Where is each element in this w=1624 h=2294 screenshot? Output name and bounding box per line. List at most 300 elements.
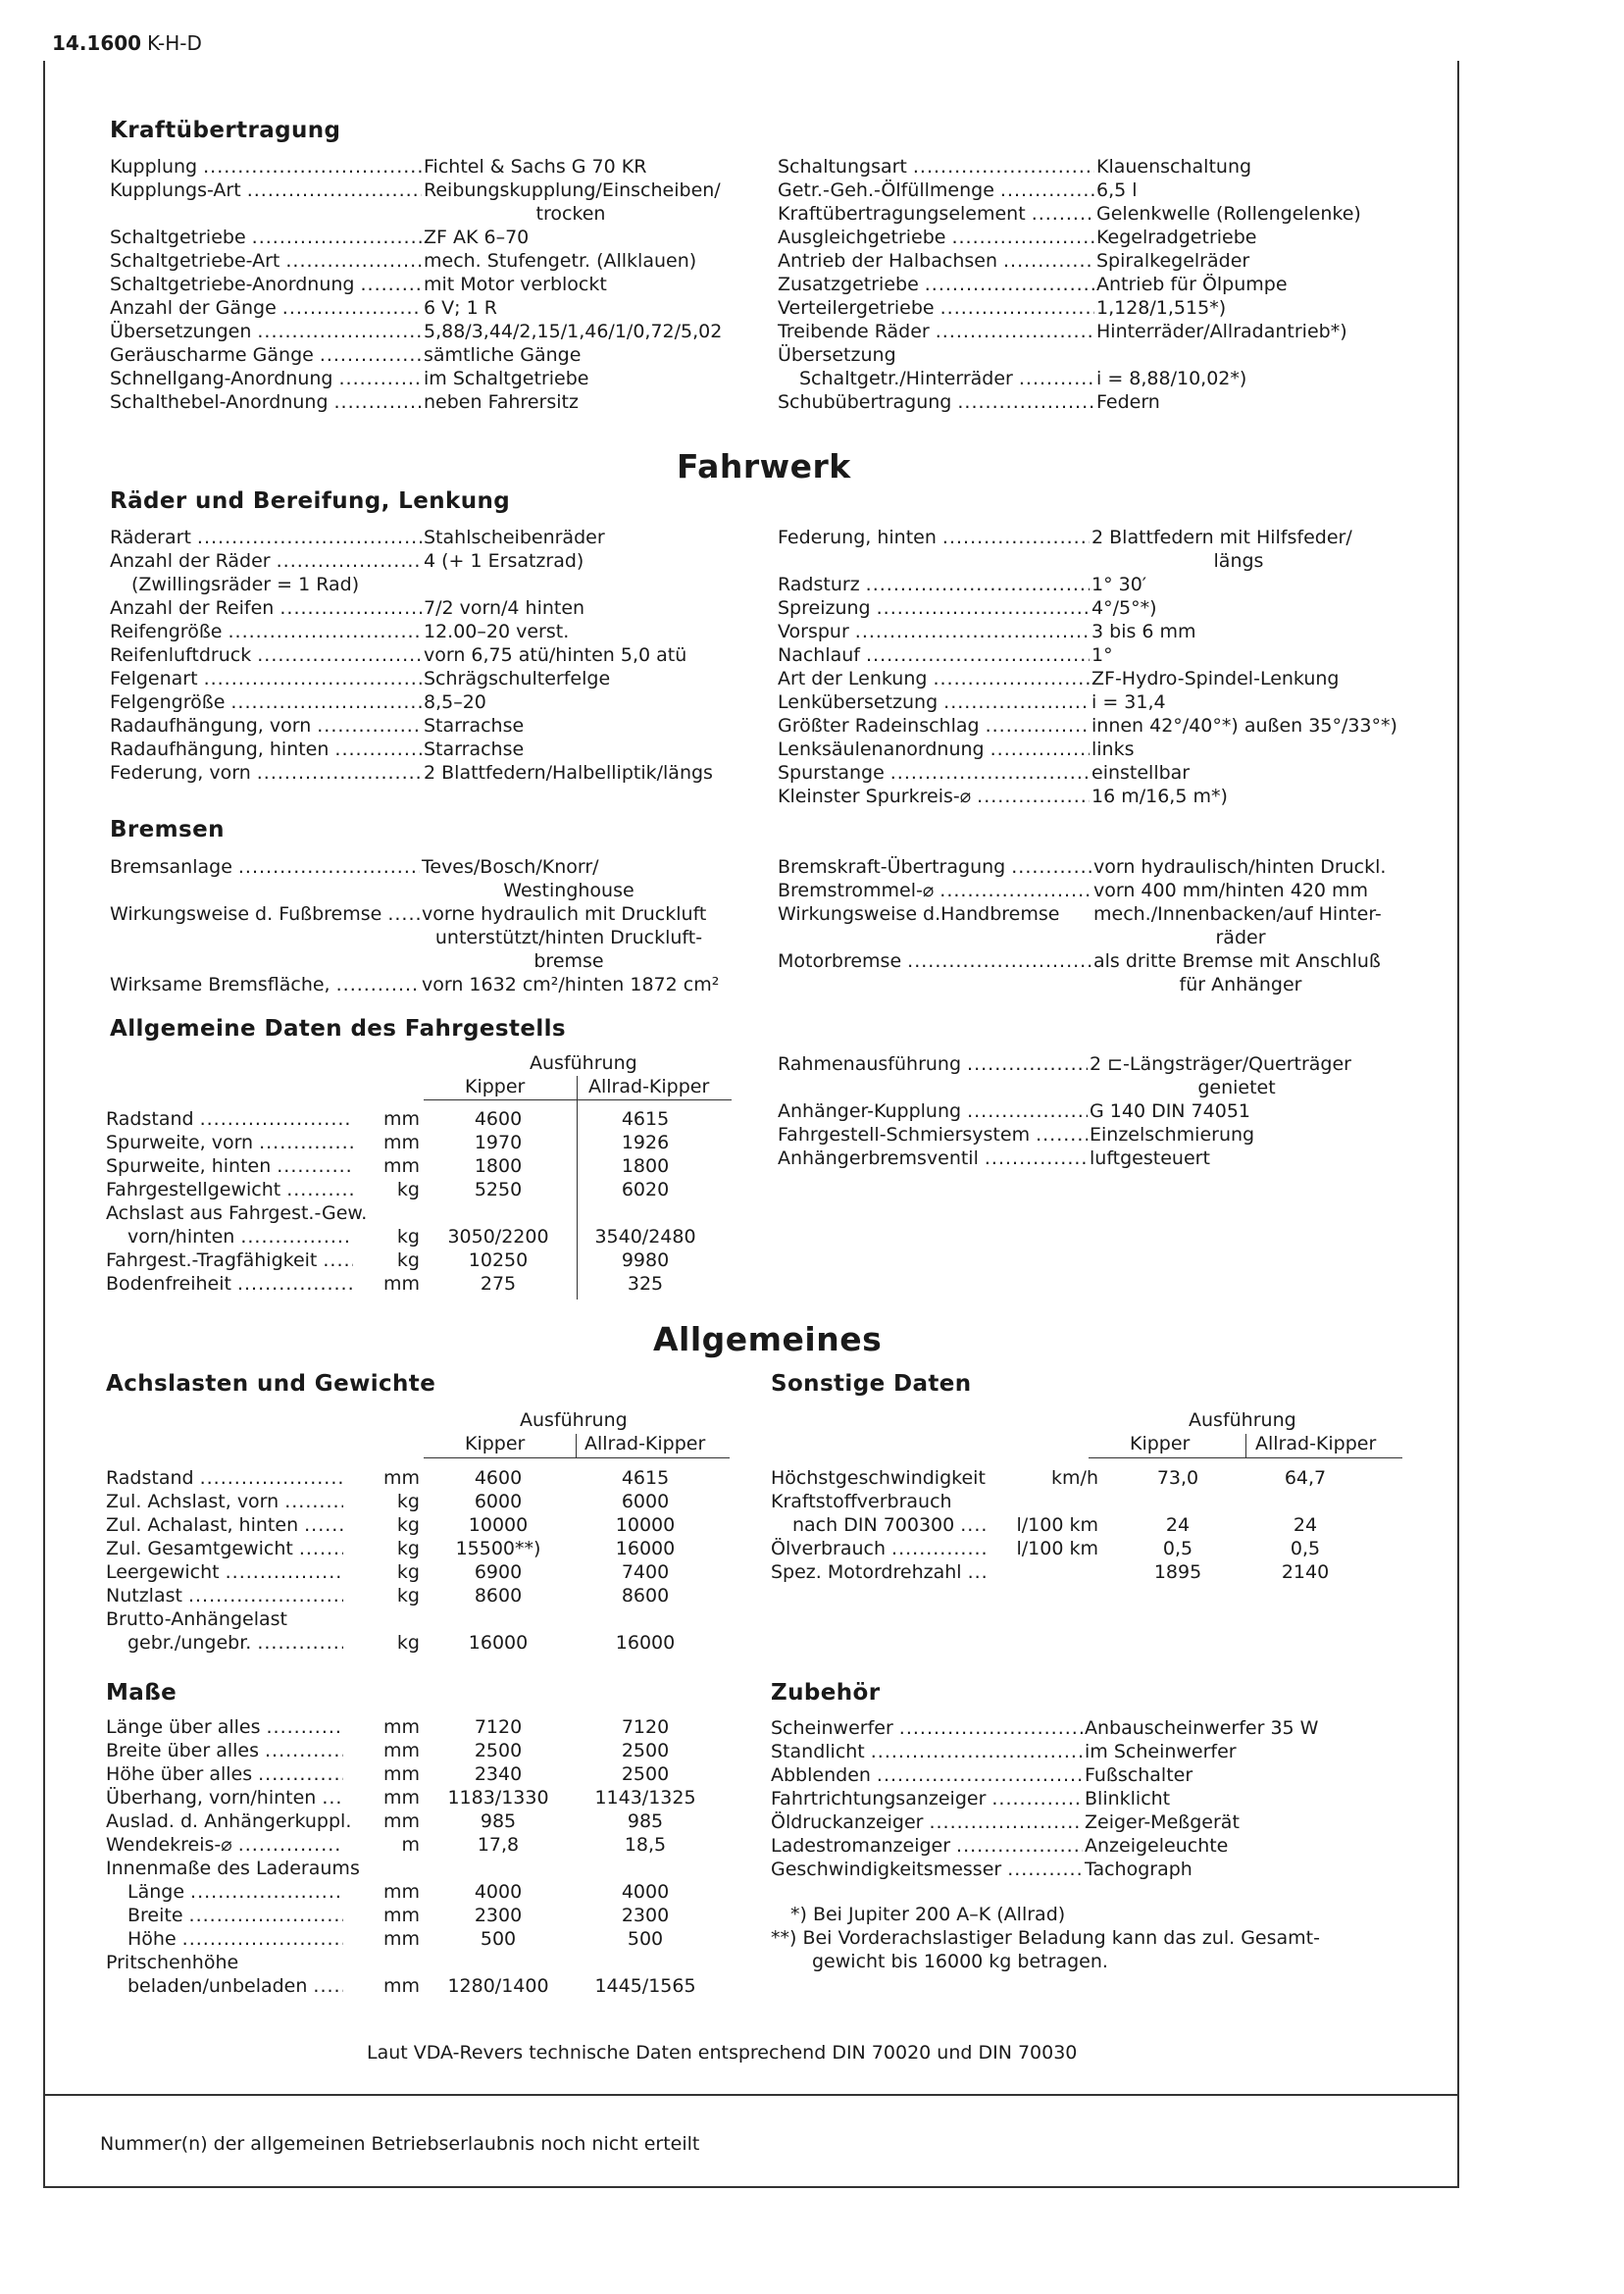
row-label: Auslad. d. Anhängerkuppl. (106, 1810, 352, 1832)
leader-dots (279, 249, 422, 273)
spec-value: 6,5 l (1096, 179, 1138, 201)
table-row (106, 1467, 734, 1491)
spec-label: Schaltgetriebe-Anordnung (110, 274, 355, 295)
leader-dots (1001, 1858, 1083, 1881)
value-allrad-kipper: 7120 (621, 1716, 670, 1738)
row-label: Länge (127, 1881, 185, 1903)
spec-row (110, 549, 737, 573)
spec-value-continued: bremse (533, 950, 604, 972)
value-kipper: 7120 (474, 1716, 523, 1738)
value-allrad-kipper: 325 (627, 1273, 664, 1295)
spec-value: 1° (1091, 644, 1113, 666)
spec-label: Spreizung (778, 597, 871, 619)
row-unit: m (401, 1834, 420, 1856)
spec-label: Schalthebel-Anordnung (110, 391, 329, 413)
spec-label: Geschwindigkeitsmesser (771, 1859, 1002, 1880)
spec-value: 2 Blattfedern/Halbelliptik/längs (424, 762, 713, 784)
spec-label: Schnellgang-Anordnung (110, 368, 333, 389)
leader-dots (271, 1155, 353, 1177)
leader-dots (1005, 855, 1091, 879)
spec-value: sämtliche Gänge (424, 344, 582, 366)
spec-value: Klauenschaltung (1096, 156, 1252, 178)
table-row (106, 1952, 734, 1975)
table-header-rule-3 (1089, 1457, 1402, 1458)
spec-row-continued (778, 973, 1405, 996)
ausfuehrung-header-3: Ausführung (1189, 1409, 1296, 1431)
leader-dots (354, 273, 422, 296)
spec-value: 2 ⊏-Längsträger/Querträger (1090, 1053, 1351, 1075)
spec-row (110, 343, 737, 367)
value-allrad-kipper: 18,5 (624, 1834, 667, 1856)
value-kipper: 4600 (474, 1467, 523, 1489)
leader-dots (945, 226, 1094, 249)
spec-label: Getr.-Geh.-Ölfüllmenge (778, 179, 994, 201)
value-kipper: 500 (480, 1928, 517, 1950)
leader-dots (980, 714, 1090, 738)
row-unit: kg (396, 1491, 420, 1512)
row-label: Pritschenhöhe (106, 1952, 239, 1973)
section-title-kraftuebertragung: Kraftübertragung (110, 118, 341, 143)
spec-value: i = 8,88/10,02*) (1096, 368, 1247, 389)
spec-label: Anzahl der Gänge (110, 297, 277, 319)
leader-dots (194, 1108, 353, 1130)
spec-row (771, 1858, 1398, 1881)
spec-label: Bremsanlage (110, 856, 232, 878)
table-row (106, 1905, 734, 1928)
table-row (771, 1514, 1408, 1538)
leader-dots (885, 761, 1090, 785)
spec-row (778, 155, 1405, 178)
spec-value: vorn hydraulisch/hinten Druckl. (1093, 856, 1387, 878)
spec-row (778, 785, 1405, 808)
table-row (106, 1249, 734, 1273)
value-kipper: 2500 (474, 1740, 523, 1761)
spec-row (778, 714, 1405, 738)
spec-row (110, 596, 737, 620)
spec-row (110, 667, 737, 690)
spec-value: vorn 6,75 atü/hinten 5,0 atü (424, 644, 687, 666)
value-kipper: 15500**) (455, 1538, 541, 1559)
value-allrad-kipper: 1445/1565 (594, 1975, 696, 1997)
value-kipper: 1800 (474, 1155, 523, 1177)
leader-dots (183, 1905, 343, 1926)
spec-label: Kraftübertragungselement (778, 203, 1026, 225)
leader-dots (194, 1467, 343, 1489)
spec-row-continued (778, 549, 1405, 573)
kraft-spec-right (778, 155, 1405, 414)
spec-value: Zeiger-Meßgerät (1085, 1811, 1240, 1833)
table-row (106, 1787, 734, 1810)
spec-value: 7/2 vorn/4 hinten (424, 597, 585, 619)
spec-value: neben Fahrersitz (424, 391, 579, 413)
leader-dots (274, 596, 422, 620)
spec-row (778, 902, 1405, 926)
value-allrad-kipper: 500 (627, 1928, 664, 1950)
spec-value: 8,5–20 (424, 691, 486, 713)
section-title-allgemeines: Allgemeines (653, 1320, 883, 1358)
value-kipper: 8600 (474, 1585, 523, 1606)
row-label: Überhang, vorn/hinten (106, 1787, 317, 1809)
value-allrad-kipper: 24 (1293, 1514, 1318, 1536)
spec-label: Scheinwerfer (771, 1717, 893, 1739)
leader-dots (934, 879, 1091, 902)
bremsen-spec-left (110, 855, 737, 996)
leader-dots (871, 1763, 1083, 1787)
spec-row (771, 1763, 1398, 1787)
spec-value: vorn 1632 cm²/hinten 1872 cm² (422, 974, 720, 995)
spec-value: 12.00–20 verst. (424, 621, 570, 642)
row-label: Spurweite, vorn (106, 1132, 254, 1153)
spec-label: Übersetzungen (110, 321, 252, 342)
row-unit: l/100 km (1016, 1538, 1098, 1559)
leader-dots (849, 620, 1090, 643)
table-row (106, 1155, 734, 1179)
spec-value: vorn 400 mm/hinten 420 mm (1093, 880, 1369, 901)
leader-dots (271, 549, 422, 573)
spec-label: Federung, vorn (110, 762, 251, 784)
spec-value: 1° 30′ (1091, 574, 1147, 595)
leader-dots (935, 296, 1094, 320)
spec-label: Felgenart (110, 668, 198, 689)
spec-value-continued: für Anhänger (1179, 974, 1302, 995)
spec-label: Größter Radeinschlag (778, 715, 980, 737)
leader-dots (261, 1716, 344, 1738)
leader-dots (381, 902, 420, 926)
spec-row (778, 620, 1405, 643)
row-label: Zul. Achalast, hinten (106, 1514, 299, 1536)
spec-value: Gelenkwelle (Rollengelenke) (1096, 203, 1361, 225)
leader-dots (950, 1834, 1083, 1858)
row-label: Höhe (127, 1928, 177, 1950)
value-kipper: 10000 (468, 1514, 529, 1536)
table-row (106, 1608, 734, 1632)
row-label: Spez. Motordrehzahl (771, 1561, 962, 1583)
leader-dots (251, 761, 422, 785)
spec-value: links (1091, 739, 1135, 760)
subtitle-sonstige: Sonstige Daten (771, 1371, 972, 1397)
leader-dots (298, 1514, 343, 1536)
leader-dots (225, 690, 422, 714)
leader-dots (232, 855, 420, 879)
spec-row (110, 273, 737, 296)
row-unit: kg (396, 1179, 420, 1200)
spec-label: Reifengröße (110, 621, 223, 642)
value-allrad-kipper: 16000 (615, 1632, 676, 1654)
spec-row (771, 1834, 1398, 1858)
spec-row (778, 178, 1405, 202)
row-unit: mm (382, 1155, 420, 1177)
spec-value: mech. Stufengetr. (Allklauen) (424, 250, 697, 272)
value-allrad-kipper: 2500 (621, 1763, 670, 1785)
table-row (106, 1273, 734, 1297)
spec-row (778, 690, 1405, 714)
row-unit: mm (382, 1108, 420, 1130)
spec-label: Lenksäulenanordnung (778, 739, 985, 760)
spec-value: einstellbar (1091, 762, 1191, 784)
value-allrad-kipper: 6000 (621, 1491, 670, 1512)
leader-dots (277, 296, 422, 320)
spec-label: Lenkübersetzung (778, 691, 939, 713)
spec-row (778, 226, 1405, 249)
row-label: Nutzlast (106, 1585, 182, 1606)
row-unit: mm (382, 1787, 420, 1809)
row-label: Höhe über alles (106, 1763, 253, 1785)
value-kipper: 16000 (468, 1632, 529, 1654)
spec-row-continued (778, 926, 1405, 949)
leader-dots (234, 1226, 353, 1248)
spec-label: Ladestromanzeiger (771, 1835, 951, 1857)
table-row (106, 1975, 734, 1999)
value-allrad-kipper: 1926 (621, 1132, 670, 1153)
col-kipper-header-3: Kipper (1130, 1433, 1191, 1454)
leader-dots (222, 620, 422, 643)
value-allrad-kipper: 64,7 (1284, 1467, 1327, 1489)
row-unit: l/100 km (1016, 1514, 1098, 1536)
spec-row (778, 343, 1405, 367)
value-allrad-kipper: 1800 (621, 1155, 670, 1177)
spec-value: 6 V; 1 R (424, 297, 497, 319)
row-unit: mm (382, 1975, 420, 1997)
spec-label: Standlicht (771, 1741, 865, 1762)
leader-dots (1013, 367, 1094, 390)
value-allrad-kipper: 16000 (615, 1538, 676, 1559)
leader-dots (937, 526, 1090, 549)
spec-label: Radsturz (778, 574, 860, 595)
spec-row (778, 596, 1405, 620)
leader-dots (907, 155, 1094, 178)
subtitle-raeder: Räder und Bereifung, Lenkung (110, 488, 511, 514)
row-label: Achslast aus Fahrgest.-Gew. (106, 1202, 368, 1224)
spec-label: Felgengröße (110, 691, 226, 713)
row-label: Kraftstoffverbrauch (771, 1491, 952, 1512)
leader-dots (962, 1561, 989, 1583)
value-kipper: 1895 (1153, 1561, 1202, 1583)
leader-dots (251, 320, 422, 343)
spec-row (110, 902, 737, 926)
table-row (106, 1538, 734, 1561)
leader-dots (307, 1975, 343, 1997)
spec-row (778, 1123, 1405, 1147)
value-kipper: 2340 (474, 1763, 523, 1785)
value-allrad-kipper: 6020 (621, 1179, 670, 1200)
fahrwerk-spec-right (778, 526, 1405, 808)
spec-value: i = 31,4 (1091, 691, 1166, 713)
spec-value: Antrieb für Ölpumpe (1096, 274, 1288, 295)
value-kipper: 6900 (474, 1561, 523, 1583)
spec-value: Stahlscheibenräder (424, 527, 605, 548)
leader-dots (197, 155, 422, 178)
row-label: Fahrgestellgewicht (106, 1179, 281, 1200)
spec-value: 2 Blattfedern mit Hilfsfeder/ (1091, 527, 1352, 548)
value-kipper: 3050/2200 (447, 1226, 549, 1248)
leader-dots (923, 1810, 1083, 1834)
spec-row (110, 367, 737, 390)
spec-row (778, 573, 1405, 596)
spec-value: Reibungskupplung/Einscheiben/ (424, 179, 721, 201)
value-kipper: 0,5 (1162, 1538, 1193, 1559)
spec-label: Verteilergetriebe (778, 297, 935, 319)
row-unit: mm (382, 1716, 420, 1738)
value-allrad-kipper: 7400 (621, 1561, 670, 1583)
value-kipper: 6000 (474, 1491, 523, 1512)
document-code: 14.1600 (52, 31, 142, 55)
spec-row-continued (110, 949, 737, 973)
spec-value: ZF-Hydro-Spindel-Lenkung (1091, 668, 1340, 689)
leader-dots (293, 1538, 343, 1559)
spec-row (110, 855, 737, 879)
spec-row (110, 573, 737, 596)
leader-dots (314, 343, 422, 367)
spec-row (778, 202, 1405, 226)
spec-label: Federung, hinten (778, 527, 937, 548)
spec-row (110, 296, 737, 320)
leader-dots (251, 1632, 343, 1654)
spec-row (778, 949, 1405, 973)
row-unit: mm (382, 1273, 420, 1295)
leader-dots (930, 320, 1094, 343)
leader-dots (985, 738, 1090, 761)
spec-label: Geräuscharme Gänge (110, 344, 314, 366)
subtitle-bremsen: Bremsen (110, 817, 225, 842)
row-unit: mm (382, 1810, 420, 1832)
col-allrad-header-2: Allrad-Kipper (584, 1433, 706, 1454)
spec-value: Fichtel & Sachs G 70 KR (424, 156, 647, 178)
spec-label: Bremskraft-Übertragung (778, 856, 1006, 878)
row-unit: mm (382, 1905, 420, 1926)
row-label: beladen/unbeladen (127, 1975, 308, 1997)
spec-label: Anzahl der Räder (110, 550, 271, 572)
spec-value: luftgesteuert (1090, 1147, 1210, 1169)
table-row (106, 1491, 734, 1514)
leader-dots (253, 1132, 353, 1153)
leader-dots (886, 1538, 989, 1559)
accessories-spec (771, 1716, 1398, 1881)
spec-row (778, 1147, 1405, 1170)
leader-dots (311, 714, 422, 738)
spec-row (778, 367, 1405, 390)
row-unit: km/h (1051, 1467, 1098, 1489)
leader-dots (241, 178, 422, 202)
row-label: Brutto-Anhängelast (106, 1608, 287, 1630)
spec-row-continued (110, 926, 737, 949)
row-label: Radstand (106, 1467, 194, 1489)
row-unit: kg (396, 1514, 420, 1536)
spec-value: 16 m/16,5 m*) (1091, 786, 1228, 807)
spec-label: Nachlauf (778, 644, 860, 666)
other-data-table (771, 1467, 1408, 1585)
spec-label: Schaltungsart (778, 156, 907, 178)
table-header-rule (424, 1099, 732, 1100)
col-allrad-header: Allrad-Kipper (588, 1076, 710, 1097)
spec-label: Anhängerbremsventil (778, 1147, 979, 1169)
spec-label: Spurstange (778, 762, 885, 784)
leader-dots (252, 1763, 343, 1785)
table-row (106, 1585, 734, 1608)
spec-row (778, 879, 1405, 902)
chassis-spec-right (778, 1052, 1405, 1170)
value-allrad-kipper: 2300 (621, 1905, 670, 1926)
table-row (106, 1834, 734, 1858)
leader-dots (997, 249, 1094, 273)
row-unit: mm (382, 1132, 420, 1153)
value-allrad-kipper: 8600 (621, 1585, 670, 1606)
spec-value-continued: unterstützt/hinten Druckluft- (434, 927, 703, 948)
spec-value: 4 (+ 1 Ersatzrad) (424, 550, 584, 572)
value-allrad-kipper: 4615 (621, 1108, 670, 1130)
value-kipper: 73,0 (1156, 1467, 1199, 1489)
subtitle-achslasten: Achslasten und Gewichte (106, 1371, 436, 1397)
table-row (771, 1561, 1408, 1585)
spec-label: Öldruckanzeiger (771, 1811, 924, 1833)
table-row (106, 1108, 734, 1132)
weights-table (106, 1467, 734, 1656)
spec-row (778, 1052, 1405, 1076)
spec-row (771, 1740, 1398, 1763)
leader-dots (332, 367, 422, 390)
spec-row (778, 526, 1405, 549)
value-kipper: 24 (1165, 1514, 1191, 1536)
value-allrad-kipper: 1143/1325 (594, 1787, 696, 1809)
spec-value: Blinklicht (1085, 1788, 1171, 1810)
leader-dots (232, 1834, 343, 1856)
table-row (771, 1538, 1408, 1561)
spec-row (110, 155, 737, 178)
leader-dots (280, 1179, 353, 1200)
row-label: gebr./ungebr. (127, 1632, 252, 1654)
spec-row (110, 526, 737, 549)
value-allrad-kipper: 0,5 (1290, 1538, 1321, 1559)
leader-dots (994, 178, 1094, 202)
spec-value-continued: Westinghouse (503, 880, 634, 901)
leader-dots (971, 785, 1090, 808)
row-label: Zul. Gesamtgewicht (106, 1538, 293, 1559)
spec-row (778, 855, 1405, 879)
row-label: Breite über alles (106, 1740, 260, 1761)
spec-value: Anbauscheinwerfer 35 W (1085, 1717, 1319, 1739)
ausfuehrung-header: Ausführung (530, 1052, 637, 1074)
col-allrad-header-3: Allrad-Kipper (1255, 1433, 1377, 1454)
spec-row-continued (778, 1076, 1405, 1099)
spec-label: Antrieb der Halbachsen (778, 250, 998, 272)
leader-dots (177, 1928, 343, 1950)
leader-dots (220, 1561, 343, 1583)
subtitle-fahrgestell: Allgemeine Daten des Fahrgestells (110, 1016, 567, 1042)
leader-dots (893, 1716, 1083, 1740)
spec-row (778, 738, 1405, 761)
table-row (106, 1132, 734, 1155)
leader-dots (251, 643, 422, 667)
spec-value: 4°/5°*) (1091, 597, 1157, 619)
value-allrad-kipper: 2140 (1281, 1561, 1330, 1583)
table-row (106, 1226, 734, 1249)
spec-label: Vorspur (778, 621, 849, 642)
row-unit: kg (396, 1561, 420, 1583)
row-unit: mm (382, 1928, 420, 1950)
leader-dots (246, 226, 422, 249)
value-kipper: 275 (480, 1273, 517, 1295)
spec-value: Kegelradgetriebe (1096, 227, 1257, 248)
spec-row (778, 296, 1405, 320)
spec-row (778, 273, 1405, 296)
row-unit: mm (382, 1763, 420, 1785)
spec-value: als dritte Bremse mit Anschluß (1093, 950, 1381, 972)
row-unit: kg (396, 1226, 420, 1248)
spec-label: Art der Lenkung (778, 668, 928, 689)
spec-row (771, 1787, 1398, 1810)
spec-value: innen 42°/40°*) außen 35°/33°*) (1091, 715, 1397, 737)
leader-dots (259, 1740, 343, 1761)
section-title-fahrwerk: Fahrwerk (677, 447, 851, 485)
